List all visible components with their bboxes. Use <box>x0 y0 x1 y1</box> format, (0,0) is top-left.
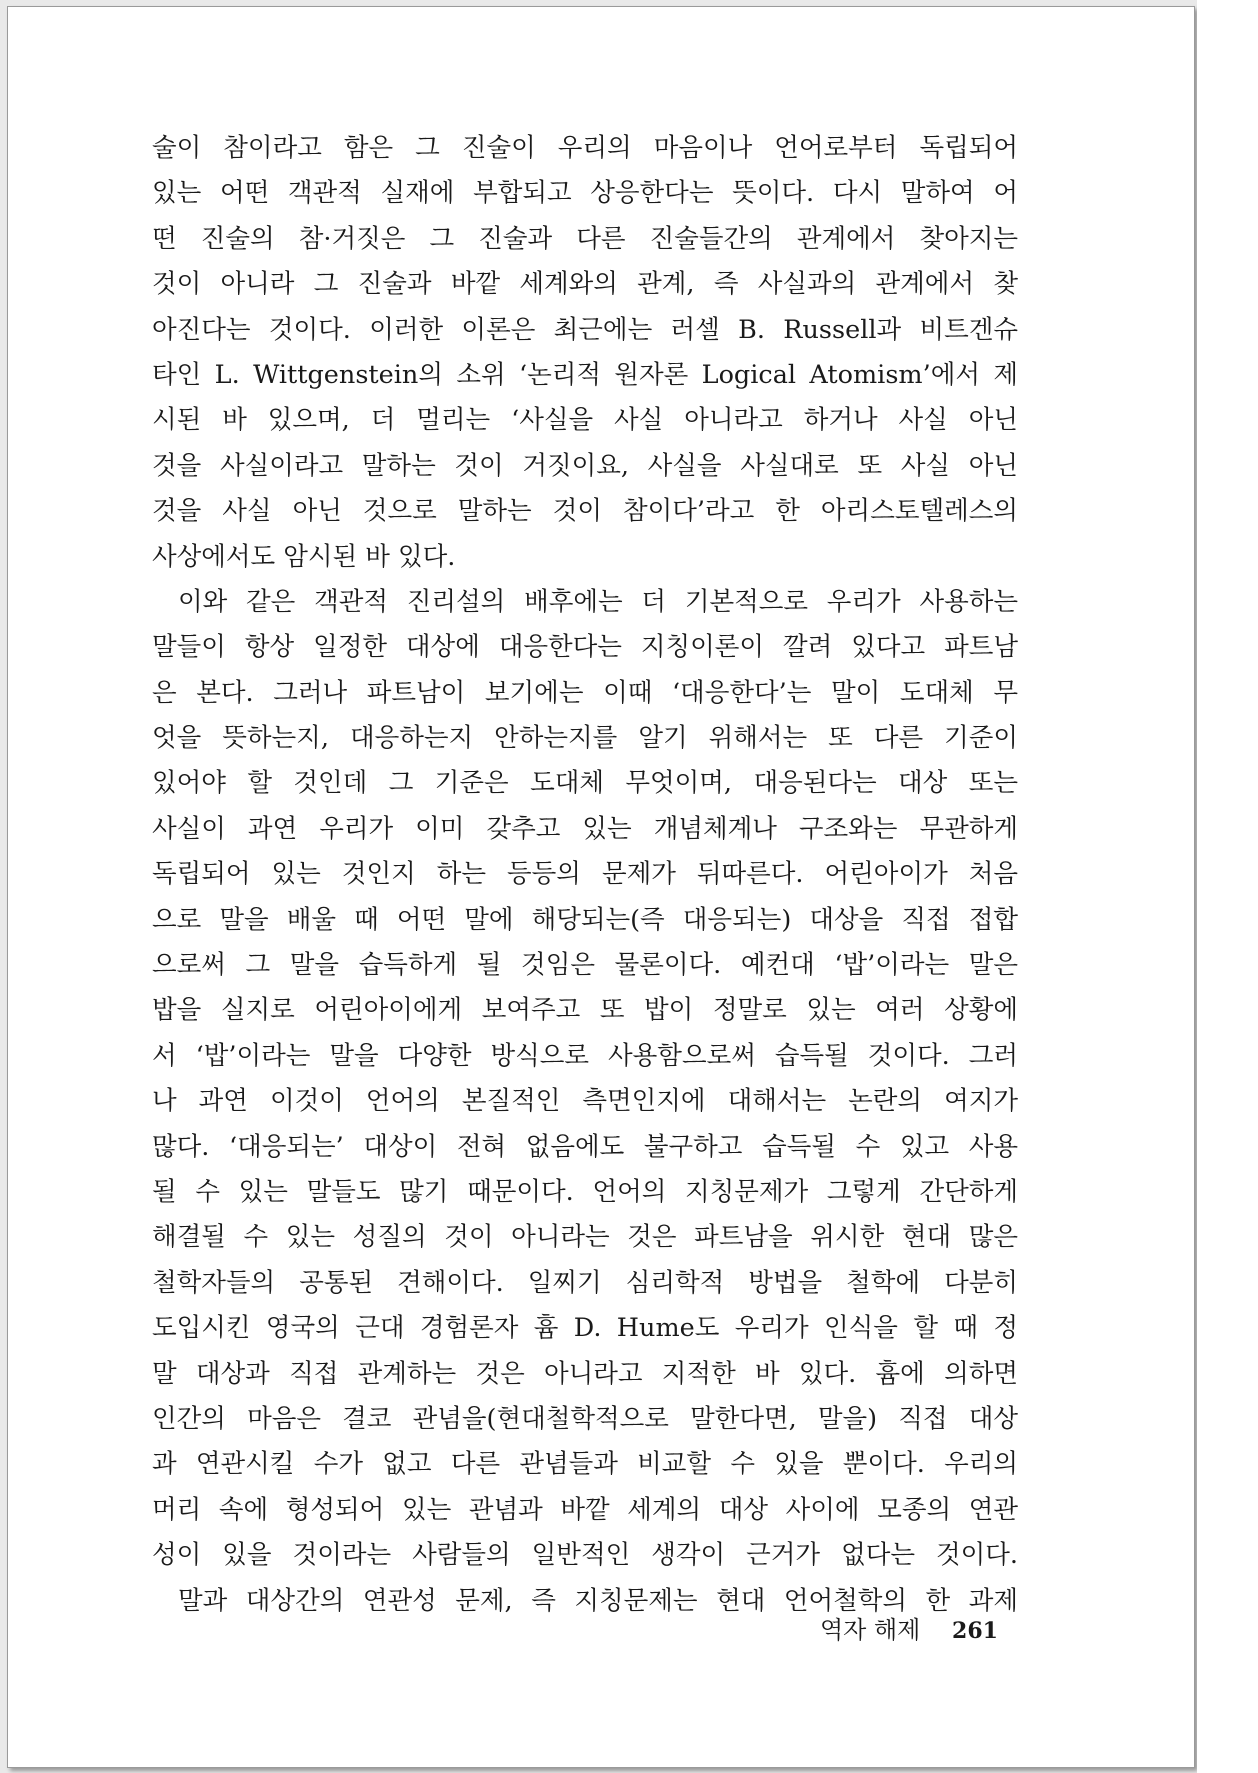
text-line: 타인 L. Wittgenstein의 소위 ‘논리적 원자론 Logical Atomism’에서 제 <box>152 359 1018 390</box>
text-line: 머리 속에 형성되어 있는 관념과 바깥 세계의 대상 사이에 모종의 연관 <box>152 1494 1018 1525</box>
text-line: 떤 진술의 참·거짓은 그 진술과 다른 진술들간의 관계에서 찾아지는 <box>152 223 1018 254</box>
text-line: 나 과연 이것이 언어의 본질적인 측면인지에 대해서는 논란의 여지가 <box>152 1086 1018 1117</box>
text-line: 서 ‘밥’이라는 말을 다양한 방식으로 사용함으로써 습득될 것이다. 그러 <box>152 1040 1018 1071</box>
text-line: 이와 같은 객관적 진리설의 배후에는 더 기본적으로 우리가 사용하는 <box>178 586 1018 617</box>
text-line: 철학자들의 공통된 견해이다. 일찌기 심리학적 방법을 철학에 다분히 <box>152 1267 1018 1298</box>
text-line: 것을 사실 아닌 것으로 말하는 것이 참이다’라고 한 아리스토텔레스의 <box>152 496 1018 527</box>
text-line: 으로 말을 배울 때 어떤 말에 해당되는(즉 대응되는) 대상을 직접 접합 <box>152 904 1018 935</box>
text-line: 있어야 할 것인데 그 기준은 도대체 무엇이며, 대응된다는 대상 또는 <box>152 768 1018 799</box>
text-line: 많다. ‘대응되는’ 대상이 전혀 없음에도 불구하고 습득될 수 있고 사용 <box>152 1131 1018 1162</box>
text-line: 밥을 실지로 어린아이에게 보여주고 또 밥이 정말로 있는 여러 상황에 <box>152 995 1018 1026</box>
text-line: 시된 바 있으며, 더 멀리는 ‘사실을 사실 아니라고 하거나 사실 아닌 <box>152 405 1018 436</box>
text-line: 말과 대상간의 연관성 문제, 즉 지칭문제는 현대 언어철학의 한 과제 <box>178 1585 1018 1616</box>
text-line: 도입시킨 영국의 근대 경험론자 흄 D. Hume도 우리가 인식을 할 때 정 <box>152 1313 1018 1344</box>
text-line: 것이 아니라 그 진술과 바깥 세계와의 관계, 즉 사실과의 관계에서 찾 <box>152 269 1018 300</box>
text-line: 사실이 과연 우리가 이미 갖추고 있는 개념체계나 구조와는 무관하게 <box>152 813 1018 844</box>
page-number: 261 <box>952 1618 998 1644</box>
text-line: 것을 사실이라고 말하는 것이 거짓이요, 사실을 사실대로 또 사실 아닌 <box>152 450 1018 481</box>
text-line: 과 연관시킬 수가 없고 다른 관념들과 비교할 수 있을 뿐이다. 우리의 <box>152 1449 1018 1480</box>
text-line: 해결될 수 있는 성질의 것이 아니라는 것은 파트남을 위시한 현대 많은 <box>152 1222 1018 1253</box>
text-line: 으로써 그 말을 습득하게 될 것임은 물론이다. 예컨대 ‘밥’이라는 말은 <box>152 950 1018 981</box>
text-line: 될 수 있는 말들도 많기 때문이다. 언어의 지칭문제가 그렇게 간단하게 <box>152 1176 1018 1207</box>
viewer-gutter <box>1197 0 1258 1773</box>
text-line: 은 본다. 그러나 파트남이 보기에는 이때 ‘대응한다’는 말이 도대체 무 <box>152 677 1018 708</box>
text-line: 인간의 마음은 결코 관념을(현대철학적으로 말한다면, 말을) 직접 대상 <box>152 1403 1018 1434</box>
text-line: 독립되어 있는 것인지 하는 등등의 문제가 뒤따른다. 어린아이가 처음 <box>152 859 1018 890</box>
text-line: 성이 있을 것이라는 사람들의 일반적인 생각이 근거가 없다는 것이다. <box>152 1540 1018 1571</box>
text-line: 있는 어떤 객관적 실재에 부합되고 상응한다는 뜻이다. 다시 말하여 어 <box>152 178 1018 209</box>
text-line: 말들이 항상 일정한 대상에 대응한다는 지칭이론이 깔려 있다고 파트남 <box>152 632 1018 663</box>
text-line: 엇을 뜻하는지, 대응하는지 안하는지를 알기 위해서는 또 다른 기준이 <box>152 723 1018 754</box>
running-footer <box>820 1610 1000 1645</box>
text-line: 아진다는 것이다. 이러한 이론은 최근에는 러셀 B. Russell과 비트겐슈 <box>152 314 1018 345</box>
text-line: 사상에서도 암시된 바 있다. <box>152 541 456 572</box>
text-line: 술이 참이라고 함은 그 진술이 우리의 마음이나 언어로부터 독립되어 <box>152 133 1018 163</box>
text-line: 말 대상과 직접 관계하는 것은 아니라고 지적한 바 있다. 흄에 의하면 <box>152 1358 1018 1389</box>
footer-section-title: 역자 해제 <box>820 1616 921 1644</box>
body-text <box>152 126 1018 1624</box>
